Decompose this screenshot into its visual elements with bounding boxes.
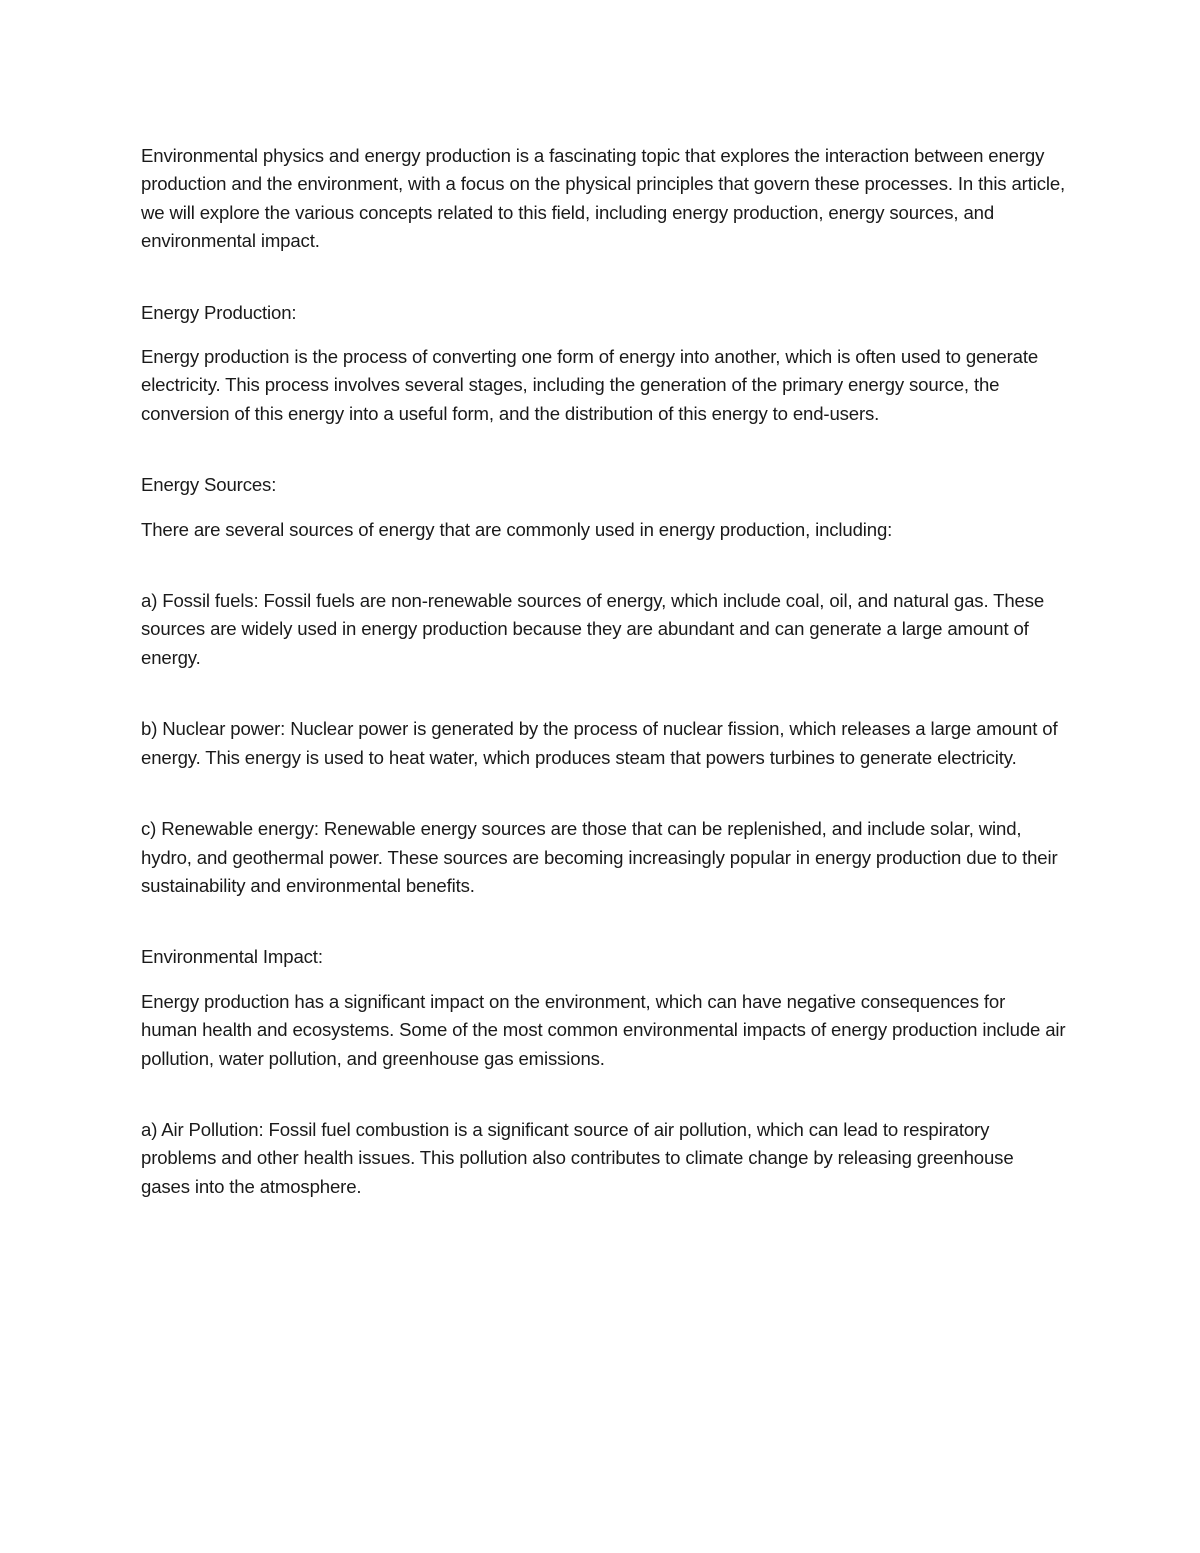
intro-paragraph: Environmental physics and energy production is a fascinating topic that explores the interaction between energy production and the environment, with a focus on the physical principles that govern these processes. In this article, we will explore the various concepts related to this field, including energy production, energy sources, and environmental impact. (141, 145, 1066, 252)
spacer (141, 327, 1066, 343)
spacer (141, 256, 1066, 299)
spacer (141, 500, 1066, 516)
section-heading-energy-sources: Energy Sources: (141, 474, 277, 496)
spacer (141, 672, 1066, 715)
document-body (141, 142, 1066, 1201)
environmental-impact-paragraph: Energy production has a significant impact on the environment, which can have negative consequences for human health and ecosystems. Some of the most common environmental impacts of energy production include air pollution, water pollution, and greenhouse gas emissions. (141, 990, 1066, 1069)
spacer (141, 772, 1066, 815)
section-heading-environmental-impact: Environmental Impact: (141, 946, 323, 968)
spacer (141, 900, 1066, 943)
renewable-energy-paragraph: c) Renewable energy: Renewable energy sources are those that can be replenished, and include solar, wind, hydro, and geothermal power. These sources are becoming increasingly popular in energy production due to their sustainability and environmental benefits. (141, 818, 1058, 896)
spacer (141, 972, 1066, 988)
energy-sources-intro: There are several sources of energy that are commonly used in energy production, including: (141, 518, 893, 540)
spacer (141, 1073, 1066, 1116)
fossil-fuels-paragraph: a) Fossil fuels: Fossil fuels are non-renewable sources of energy, which include coal, oil, and natural gas. These sources are widely used in energy production because they are abundant and can generate a large amount of energy. (141, 590, 1045, 668)
spacer (141, 544, 1066, 587)
air-pollution-paragraph: a) Air Pollution: Fossil fuel combustion is a significant source of air pollution, which can lead to respiratory problems and other health issues. This pollution also contributes to climate change by releasing greenhouse gases into the atmosphere. (141, 1118, 1014, 1197)
nuclear-power-paragraph: b) Nuclear power: Nuclear power is generated by the process of nuclear fission, which releases a large amount of energy. This energy is used to heat water, which produces steam that powers turbines to generate electricity. (141, 718, 1058, 768)
energy-production-paragraph: Energy production is the process of converting one form of energy into another, which is often used to generate electricity. This process involves several stages, including the generation of the primary energy source, the conversion of this energy into a useful form, and the distribution of this energy to end-users. (141, 346, 1039, 424)
spacer (141, 428, 1066, 471)
section-heading-energy-production: Energy Production: (141, 301, 297, 323)
